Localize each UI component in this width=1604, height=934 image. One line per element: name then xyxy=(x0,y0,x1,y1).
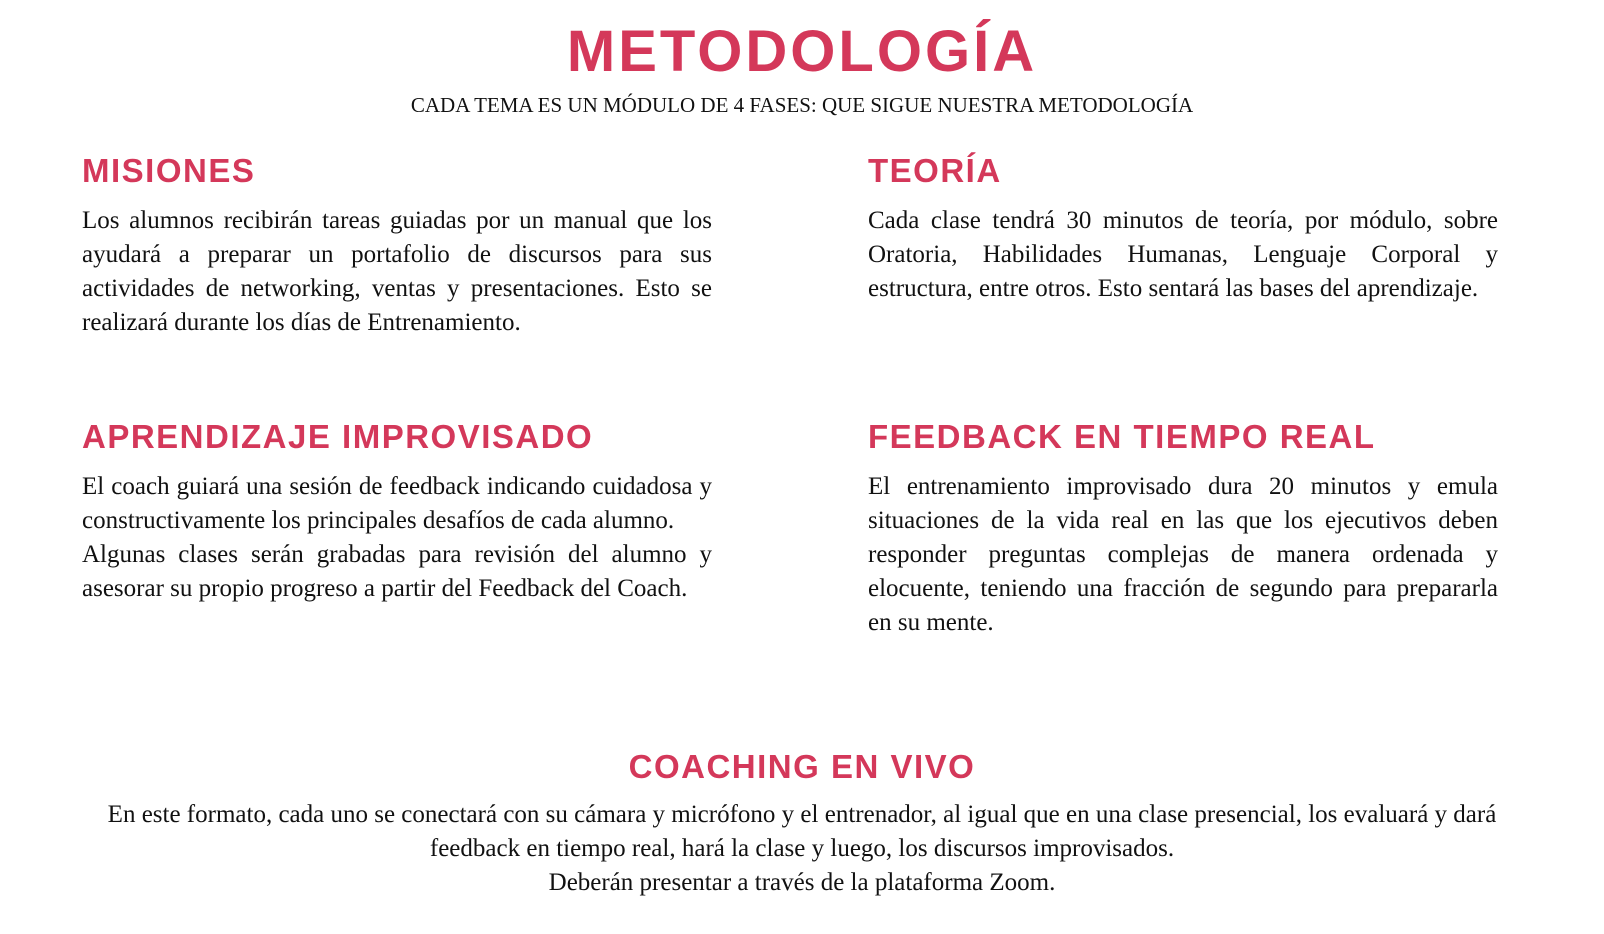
section-paragraph: El coach guiará una sesión de feedback indicando cuidadosa y constructivamente los principales desafíos de cada alumno. xyxy=(82,473,712,534)
page-title: METODOLOGÍA xyxy=(566,19,1038,84)
coaching-paragraph: En este formato, cada uno se conectará con su cámara y micrófono y el entrenador, al igual que en una clase presencial, los evaluará y dará feedback en tiempo real, hará la clase y luego, los discursos improvisados. xyxy=(107,801,1497,862)
section-heading-misiones: MISIONES xyxy=(82,152,256,189)
section-heading-coaching: COACHING EN VIVO xyxy=(628,748,976,785)
section-body-coaching xyxy=(92,798,1512,900)
section-body-feedback xyxy=(868,470,1498,640)
page-subtitle: CADA TEMA ES UN MÓDULO DE 4 FASES: QUE SIGUE NUESTRA METODOLOGÍA xyxy=(410,93,1194,117)
section-heading-aprendizaje: APRENDIZAJE IMPROVISADO xyxy=(82,418,594,455)
section-paragraph: Algunas clases serán grabadas para revisión del alumno y asesorar su propio progreso a partir del Feedback del Coach. xyxy=(82,541,712,602)
section-paragraph: El entrenamiento improvisado dura 20 minutos y emula situaciones de la vida real en las que los ejecutivos deben responder preguntas complejas de manera ordenada y elocuente, teniendo una fracción de segundo para prepararla en su mente. xyxy=(868,473,1498,636)
section-body-misiones xyxy=(82,204,712,340)
section-heading-teoria: TEORÍA xyxy=(868,152,1002,189)
section-body-aprendizaje xyxy=(82,470,712,606)
section-paragraph: Los alumnos recibirán tareas guiadas por un manual que los ayudará a preparar un portafolio de discursos para sus actividades de networking, ventas y presentaciones. Esto se realizará durante los días de Entrenamiento. xyxy=(82,207,712,336)
section-heading-feedback: FEEDBACK EN TIEMPO REAL xyxy=(868,418,1376,455)
section-aprendizaje-improvisado xyxy=(82,416,712,606)
section-paragraph: Cada clase tendrá 30 minutos de teoría, por módulo, sobre Oratoria, Habilidades Humanas, Lenguaje Corporal y estructura, entre otros. Esto sentará las bases del aprendizaje. xyxy=(868,207,1498,302)
section-teoria xyxy=(868,150,1498,306)
section-feedback-tiempo-real xyxy=(868,416,1498,640)
section-coaching-en-vivo xyxy=(0,746,1604,900)
section-body-teoria xyxy=(868,204,1498,306)
coaching-paragraph: Deberán presentar a través de la plataforma Zoom. xyxy=(548,869,1056,896)
section-misiones xyxy=(82,150,712,340)
